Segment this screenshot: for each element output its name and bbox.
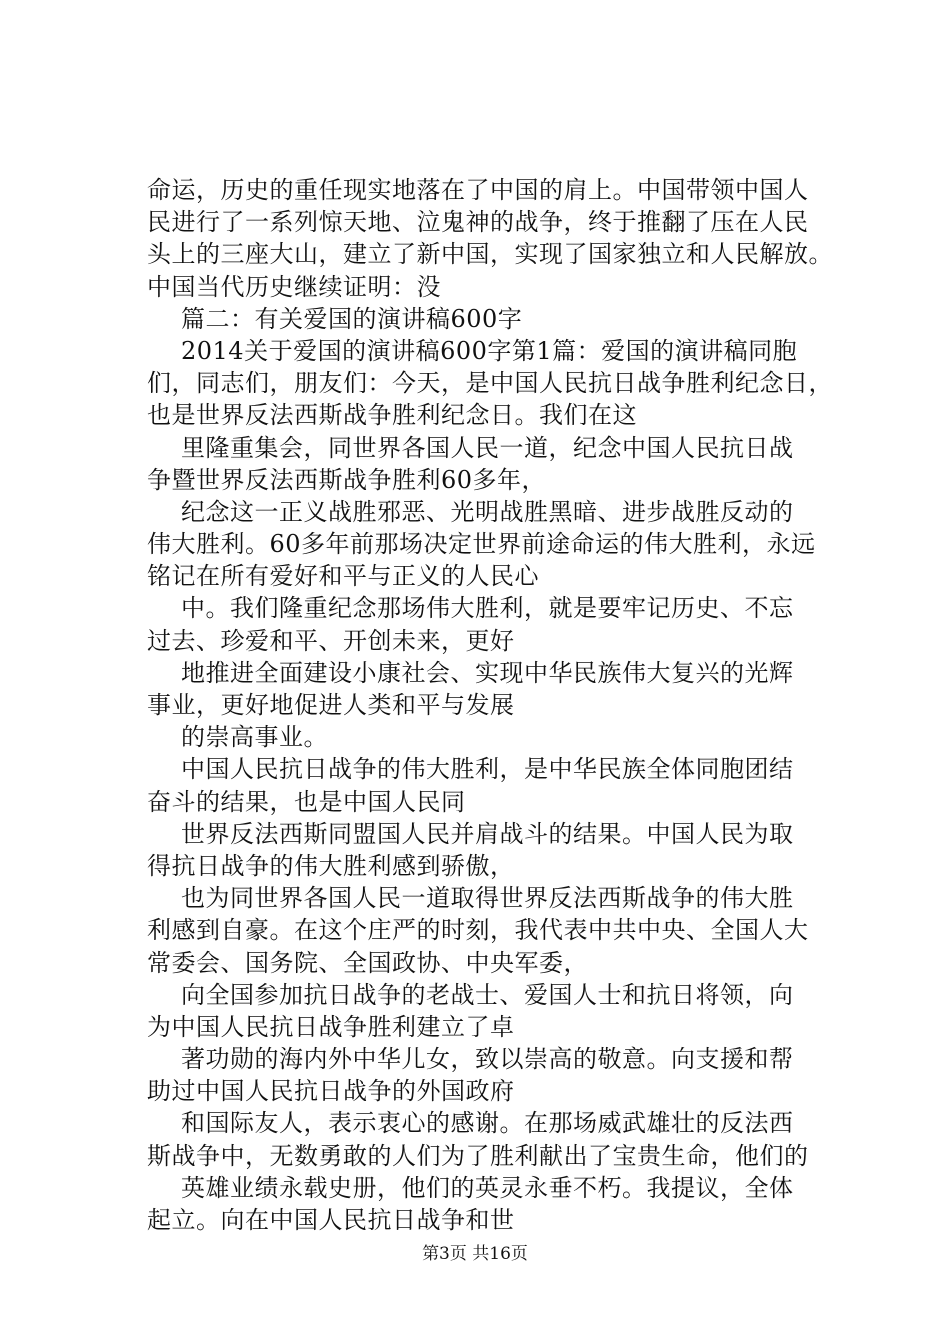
document-body [147,174,857,1236]
text-line: 争暨世界反法西斯战争胜利60多年， [147,465,547,494]
text-lines [147,174,857,1236]
text-line: 利感到自豪。在这个庄严的时刻，我代表中共中央、全国人大 [147,916,809,945]
text-line: 头上的三座大山，建立了新中国，实现了国家独立和人民解放。 [147,240,833,269]
text-line: 斯战争中，无数勇敢的人们为了胜利献出了宝贵生命，他们的 [147,1141,809,1170]
text-line: 命运，历史的重任现实地落在了中国的肩上。中国带领中国人 [147,176,809,204]
text-line: 中国当代历史继续证明：没 [147,272,441,301]
text-line: 向全国参加抗日战争的老战士、爱国人士和抗日将领，向 [181,980,794,1009]
text-line: 民进行了一系列惊天地、泣鬼神的战争，终于推翻了压在人民 [147,208,809,237]
text-line: 也是世界反法西斯战争胜利纪念日。我们在这 [147,401,637,430]
text-line: 英雄业绩永载史册，他们的英灵永垂不朽。我提议，全体 [181,1173,794,1202]
text-line: 的崇高事业。 [181,723,328,752]
text-line: 也为同世界各国人民一道取得世界反法西斯战争的伟大胜 [181,884,794,913]
text-line: 铭记在所有爱好和平与正义的人民心 [147,562,539,591]
text-line: 中国人民抗日战争的伟大胜利，是中华民族全体同胞团结 [181,755,794,784]
text-line: 篇二：有关爱国的演讲稿600字 [181,304,523,333]
text-line: 为中国人民抗日战争胜利建立了卓 [147,1012,515,1041]
page-number: 第3页 共16页 [422,1244,528,1264]
text-line: 伟大胜利。60多年前那场决定世界前途命运的伟大胜利，永远 [147,530,816,559]
text-line: 著功勋的海内外中华儿女，致以崇高的敬意。向支援和帮 [181,1045,794,1074]
text-line: 和国际友人，表示衷心的感谢。在那场威武雄壮的反法西 [181,1109,794,1138]
text-line: 纪念这一正义战胜邪恶、光明战胜黑暗、进步战胜反动的 [181,497,794,526]
text-line: 里隆重集会，同世界各国人民一道，纪念中国人民抗日战 [181,433,794,462]
text-line: 地推进全面建设小康社会、实现中华民族伟大复兴的光辉 [181,658,794,687]
text-line: 世界反法西斯同盟国人民并肩战斗的结果。中国人民为取 [181,819,794,848]
text-line: 常委会、国务院、全国政协、中央军委， [147,948,588,977]
text-line: 们，同志们，朋友们：今天，是中国人民抗日战争胜利纪念日， [147,369,833,398]
text-line: 助过中国人民抗日战争的外国政府 [147,1077,515,1106]
text-line: 得抗日战争的伟大胜利感到骄傲， [147,851,515,880]
text-line: 奋斗的结果，也是中国人民同 [147,787,466,816]
page-footer [0,1243,950,1265]
text-line: 起立。向在中国人民抗日战争和世 [147,1206,515,1234]
text-line: 过去、珍爱和平、开创未来，更好 [147,626,515,655]
text-line: 中。我们隆重纪念那场伟大胜利，就是要牢记历史、不忘 [181,594,794,623]
text-line: 2014关于爱国的演讲稿600字第1篇：爱国的演讲稿同胞 [181,336,798,365]
text-line: 事业，更好地促进人类和平与发展 [147,691,515,719]
